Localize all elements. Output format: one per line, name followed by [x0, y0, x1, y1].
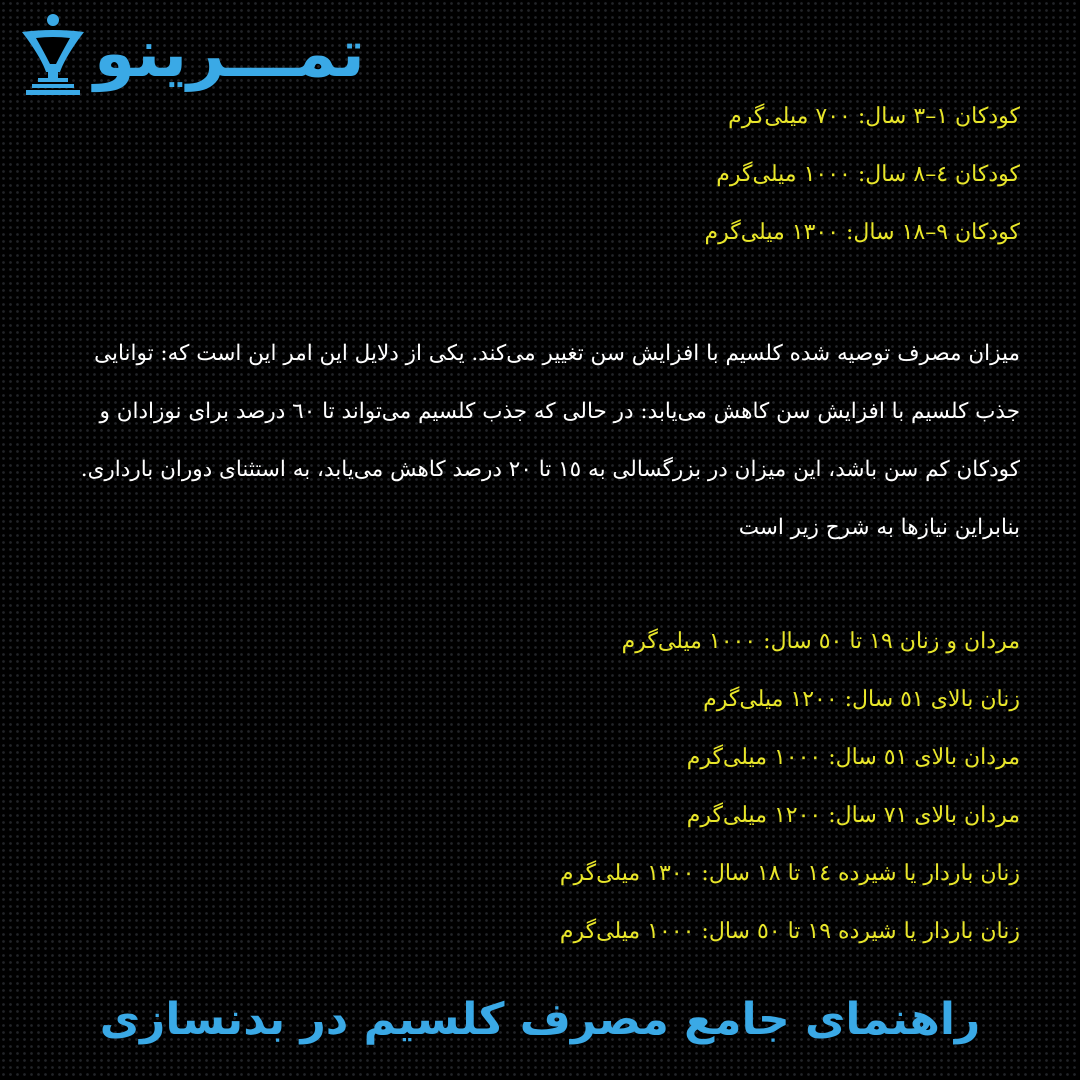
intake-item: زنان بالای ٥۱ سال: ۱۲۰۰ میلی‌گرم [703, 687, 1020, 712]
intake-item: کودکان ٤–۸ سال: ۱۰۰۰ میلی‌گرم [716, 162, 1020, 187]
brand-logo [18, 8, 438, 100]
intake-item: کودکان ۱–۳ سال: ۷۰۰ میلی‌گرم [728, 104, 1020, 129]
intake-item: زنان باردار یا شیرده ١٤ تا ۱۸ سال: ۱۳۰۰ میلی‌گرم [559, 861, 1020, 886]
footer-title: راهنمای جامع مصرف کلسیم در بدنسازی [99, 994, 981, 1045]
children-intake-list [704, 88, 1020, 262]
intake-item: مردان بالای ۷۱ سال: ۱۲۰۰ میلی‌گرم [686, 803, 1020, 828]
intake-item: مردان بالای ٥۱ سال: ۱۰۰۰ میلی‌گرم [686, 745, 1020, 770]
explanation-paragraph: میزان مصرف توصیه شده کلسیم با افزایش سن تغییر می‌کند. یکی از دلایل این امر این است که: توانایی جذب کلسیم با افزایش سن کاهش می‌یابد: در حالی که جذب کلسیم می‌تواند تا ٦۰ درصد برای نوزادان و کودکان کم سن باشد، این میزان در بزرگسالی به ۱٥ تا ۲۰ درصد کاهش می‌یابد، به استثنای دوران بارداری. بنابراین نیازها به شرح زیر است [80, 341, 1020, 540]
intake-item: کودکان ۹–۱۸ سال: ۱۳۰۰ میلی‌گرم [704, 220, 1020, 245]
chalice-logo-icon [18, 10, 88, 98]
adult-intake-list [560, 613, 1020, 961]
intake-item: مردان و زنان ۱۹ تا ٥۰ سال: ۱۰۰۰ میلی‌گرم [621, 629, 1020, 654]
intake-item: زنان باردار یا شیرده ۱۹ تا ٥۰ سال: ۱۰۰۰ میلی‌گرم [559, 919, 1020, 944]
brand-name: تمـــرینو [94, 15, 365, 92]
